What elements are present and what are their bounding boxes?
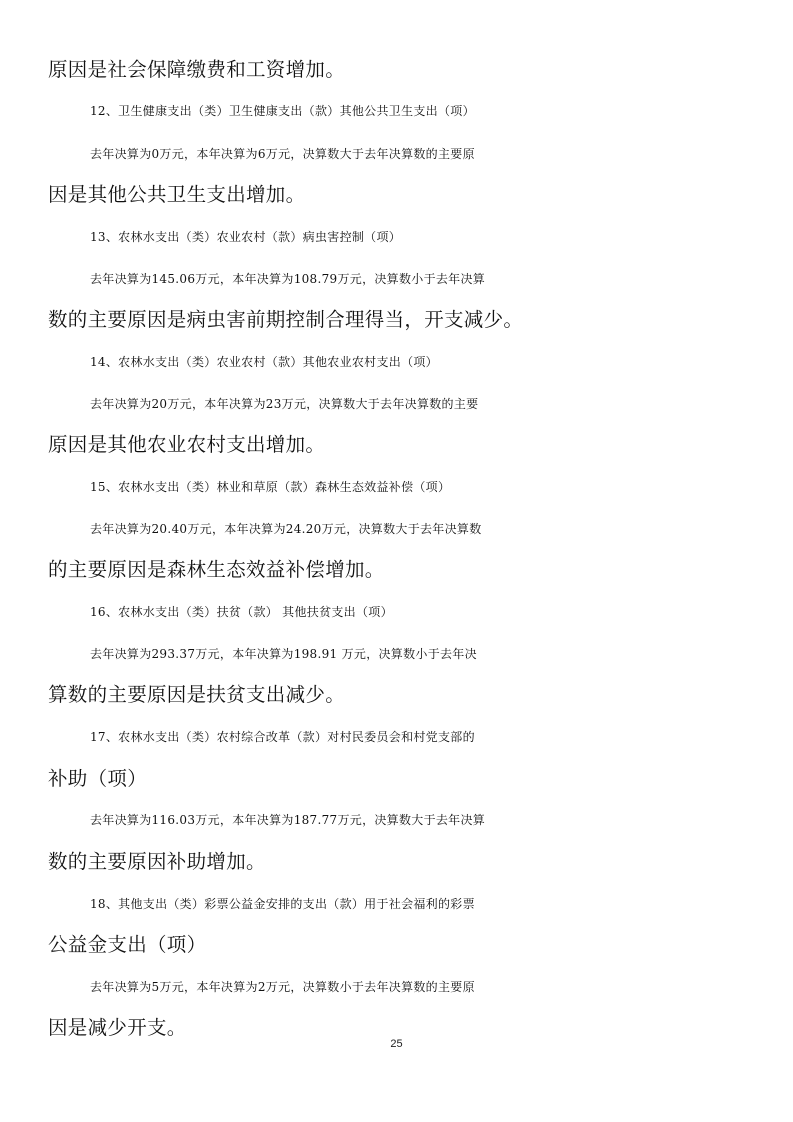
paragraph-line: 原因是其他农业农村支出增加。: [48, 433, 326, 456]
paragraph-line: 去年决算为145.06万元，本年决算为108.79万元，决算数小于去年决算: [90, 272, 486, 286]
section-heading-17: 17、农林水支出（类）农村综合改革（款）对村民委员会和村党支部的: [90, 730, 475, 744]
page-number: 25: [390, 1038, 403, 1050]
paragraph-line: 因是减少开支。: [48, 1016, 187, 1039]
paragraph-line: 去年决算为293.37万元，本年决算为198.91 万元，决算数小于去年决: [90, 647, 477, 661]
section-heading-15: 15、农林水支出（类）林业和草原（款）森林生态效益补偿（项）: [90, 480, 451, 494]
section-heading-12: 12、卫生健康支出（类）卫生健康支出（款）其他公共卫生支出（项）: [90, 104, 475, 118]
section-heading-18: 18、其他支出（类）彩票公益金安排的支出（款）用于社会福利的彩票: [90, 897, 475, 911]
paragraph-line: 公益金支出（项）: [48, 933, 207, 956]
section-heading-14: 14、农林水支出（类）农业农村（款）其他农业农村支出（项）: [90, 355, 438, 369]
paragraph-line: 去年决算为20万元，本年决算为23万元，决算数大于去年决算数的主要: [90, 397, 479, 411]
paragraph-line: 去年决算为5万元，本年决算为2万元，决算数小于去年决算数的主要原: [90, 980, 475, 994]
paragraph-line: 数的主要原因补助增加。: [48, 850, 266, 873]
paragraph-line: 去年决算为20.40万元，本年决算为24.20万元，决算数大于去年决算数: [90, 522, 482, 536]
paragraph-line: 补助（项）: [48, 767, 148, 790]
paragraph-line: 数的主要原因是病虫害前期控制合理得当，开支减少。: [48, 308, 524, 331]
section-heading-13: 13、农林水支出（类）农业农村（款）病虫害控制（项）: [90, 230, 402, 244]
paragraph-line: 原因是社会保障缴费和工资增加。: [48, 58, 346, 81]
paragraph-line: 算数的主要原因是扶贫支出减少。: [48, 683, 346, 706]
paragraph-line: 去年决算为0万元，本年决算为6万元，决算数大于去年决算数的主要原: [90, 147, 475, 161]
paragraph-line: 的主要原因是森林生态效益补偿增加。: [48, 558, 385, 581]
paragraph-line: 因是其他公共卫生支出增加。: [48, 183, 306, 206]
section-heading-16: 16、农林水支出（类）扶贫（款） 其他扶贫支出（项）: [90, 605, 393, 619]
paragraph-line: 去年决算为116.03万元，本年决算为187.77万元，决算数大于去年决算: [90, 813, 486, 827]
